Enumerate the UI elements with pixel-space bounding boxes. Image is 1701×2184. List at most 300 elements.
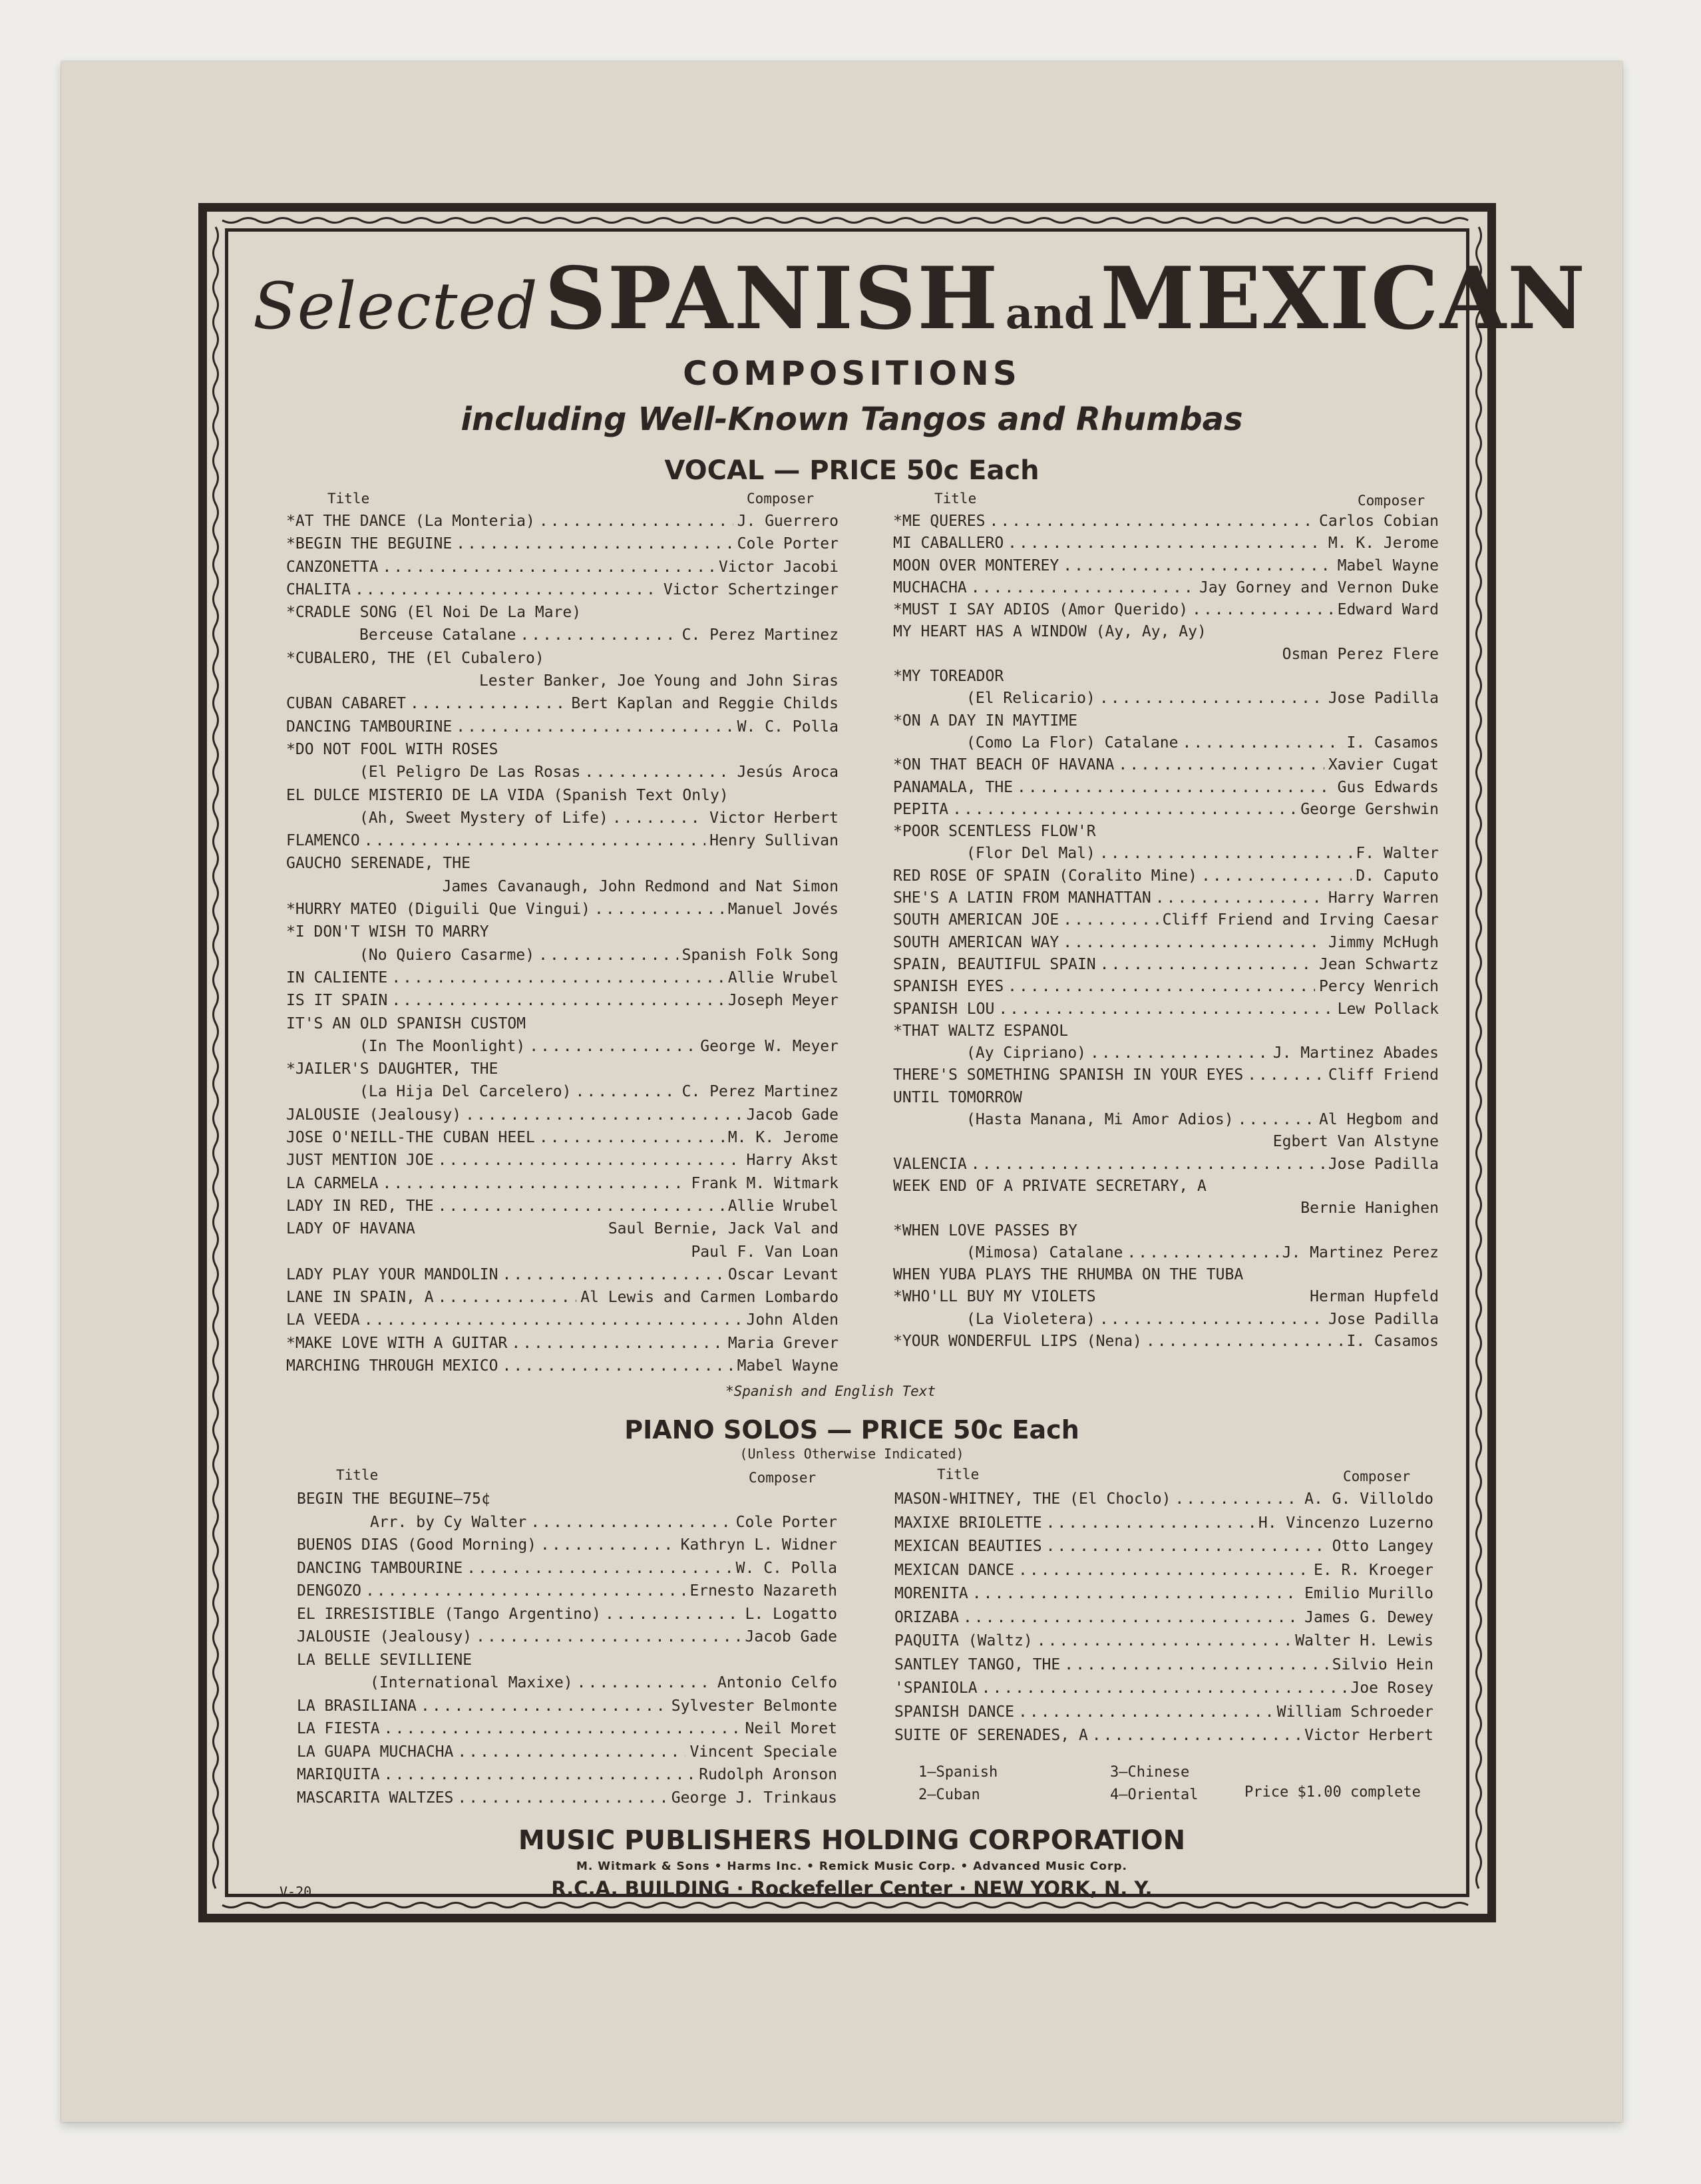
listing-row: [286, 742, 839, 765]
leader-dots: [1064, 1657, 1328, 1673]
listing-row: [297, 1745, 837, 1768]
listing-composer: Jean Schwartz: [1318, 955, 1439, 973]
leader-dots: [1146, 1334, 1343, 1349]
listing-title: *MUST I SAY ADIOS (Amor Querido): [893, 601, 1189, 619]
listing-row: [286, 1108, 839, 1130]
piano-section-subheading: (Unless Otherwise Indicated): [739, 1446, 964, 1462]
listing-title: LA GUAPA MUCHACHA: [297, 1743, 454, 1761]
listing-composer: John Alden: [746, 1311, 839, 1329]
listing-title: *JAILER'S DAUGHTER, THE: [286, 1060, 498, 1078]
listing-row: [286, 948, 839, 971]
leader-dots: [410, 696, 567, 712]
leader-dots: [1037, 1634, 1292, 1649]
listing-row: [894, 1516, 1433, 1540]
listing-title: *DO NOT FOOL WITH ROSES: [286, 740, 498, 758]
listing-title: (International Maxixe): [370, 1674, 573, 1691]
listing-composer: Emilio Murillo: [1304, 1585, 1433, 1602]
listing-composer: W. C. Polla: [735, 1559, 837, 1577]
leader-dots: [1155, 891, 1324, 906]
leader-dots: [971, 1157, 1324, 1172]
listing-row: [894, 1728, 1433, 1752]
title-mexican: MEXICAN: [1100, 249, 1587, 349]
listing-title: (In The Moonlight): [359, 1037, 526, 1055]
listing-composer: Antonio Celfo: [717, 1674, 837, 1691]
leader-dots: [538, 948, 677, 963]
listing-title: CUBAN CABARET: [286, 695, 407, 713]
listing-row: [893, 935, 1439, 957]
leader-dots: [364, 833, 705, 849]
listing-row: [894, 1634, 1433, 1657]
listing-row: [893, 913, 1439, 935]
listing-row: [297, 1561, 837, 1584]
listing-title: *ON A DAY IN MAYTIME: [893, 712, 1077, 730]
listing-title: (No Quiero Casarme): [359, 946, 535, 964]
listing-composer: Al Hegbom and: [1318, 1111, 1439, 1129]
listing-title: *YOUR WONDERFUL LIPS (Nena): [893, 1332, 1142, 1350]
listing-composer: Cliff Friend: [1328, 1066, 1439, 1084]
listing-title: LA BELLE SEVILLIENE: [297, 1651, 472, 1669]
listing-title: THERE'S SOMETHING SPANISH IN YOUR EYES: [893, 1066, 1244, 1084]
listing-title: *MAKE LOVE WITH A GUITAR: [286, 1334, 508, 1352]
leader-dots: [382, 560, 715, 575]
leader-dots: [989, 514, 1315, 529]
listing-composer: J. Martinez Perez: [1282, 1243, 1439, 1261]
listing-composer: M. K. Jerome: [1328, 535, 1439, 552]
listing-composer: Mabel Wayne: [1337, 556, 1439, 574]
title-script-word: Selected: [253, 269, 538, 343]
leader-dots: [584, 765, 733, 780]
listing-composer: George Gershwin: [1300, 800, 1439, 818]
listing-title: JALOUSIE (Jealousy): [297, 1628, 472, 1645]
listing-title: VALENCIA: [893, 1155, 967, 1173]
listing-row: [893, 602, 1439, 624]
listing-row: [893, 1157, 1439, 1179]
listing-title: EL DULCE MISTERIO DE LA VIDA (Spanish Text Only): [286, 786, 729, 804]
leader-dots: [1008, 536, 1324, 551]
listing-row: [893, 824, 1439, 846]
listing-composer: Maria Grever: [727, 1334, 839, 1352]
leader-dots: [476, 1630, 741, 1645]
listing-title: LADY OF HAVANA: [286, 1220, 415, 1238]
listing-composer: William Schroeder: [1276, 1703, 1433, 1721]
leader-dots: [364, 1313, 743, 1328]
listing-row: [894, 1539, 1433, 1563]
listing-row: [893, 691, 1439, 713]
listing-row: [286, 1016, 839, 1039]
listing-title: SANTLEY TANGO, THE: [894, 1655, 1061, 1673]
listing-row: [893, 979, 1439, 1001]
listing-composer: Neil Moret: [745, 1720, 837, 1737]
listing-composer: Harry Warren: [1328, 889, 1439, 907]
listing-composer: Bert Kaplan and Reggie Childs: [571, 695, 839, 713]
listing-row: [893, 1223, 1439, 1245]
listing-row: [893, 758, 1439, 779]
listing-composer: Jimmy McHugh: [1328, 933, 1439, 951]
listing-composer: Cole Porter: [737, 535, 839, 553]
listing-title: MEXICAN BEAUTIES: [894, 1538, 1042, 1555]
listing-title: (El Relicario): [966, 690, 1095, 708]
leader-dots: [605, 1607, 741, 1622]
listing-row: [893, 780, 1439, 802]
vocal-left-composer-head: Composer: [747, 491, 815, 507]
listing-row: [286, 1176, 839, 1199]
listing-title: ORIZABA: [894, 1608, 959, 1626]
listing-row: [893, 1267, 1439, 1289]
listing-title: SOUTH AMERICAN WAY: [893, 933, 1059, 951]
listing-row: [286, 674, 839, 696]
listing-composer: Spanish Folk Song: [681, 946, 839, 964]
listing-row: [286, 514, 839, 537]
piano-section-heading: PIANO SOLOS — PRICE 50c Each: [624, 1415, 1079, 1444]
listing-title: (Mimosa) Catalane: [966, 1243, 1123, 1261]
listing-title: *HURRY MATEO (Diguili Que Vingui): [286, 901, 590, 919]
listing-title: SPANISH DANCE: [894, 1703, 1015, 1721]
leader-dots: [438, 1290, 577, 1305]
leader-dots: [1127, 1245, 1278, 1261]
listing-title: Arr. by Cy Walter: [370, 1513, 527, 1531]
listing-row: [286, 1199, 839, 1221]
leader-dots: [1046, 1539, 1328, 1554]
leader-dots: [1099, 691, 1324, 706]
leader-dots: [971, 580, 1195, 596]
listing-title: MAXIXE BRIOLETTE: [894, 1514, 1042, 1532]
listing-composer: Jose Padilla: [1328, 690, 1439, 708]
leader-dots: [1100, 957, 1315, 973]
listing-row: [297, 1515, 837, 1538]
listing-row: [893, 891, 1439, 913]
leader-dots: [1238, 1112, 1315, 1128]
listing-composer: H. Vincenzo Luzerno: [1258, 1514, 1433, 1532]
leader-dots: [1090, 1046, 1269, 1061]
listing-title: IT'S AN OLD SPANISH CUSTOM: [286, 1014, 526, 1032]
leader-dots: [1192, 602, 1334, 618]
listing-title: BUENOS DIAS (Good Morning): [297, 1536, 537, 1554]
listing-row: [893, 1046, 1439, 1068]
leader-dots: [1183, 736, 1343, 751]
listing-composer: M. K. Jerome: [727, 1129, 839, 1147]
listing-title: IS IT SPAIN: [286, 992, 388, 1010]
listing-row: [297, 1699, 837, 1722]
listing-composer: Jose Padilla: [1328, 1155, 1439, 1173]
vocal-right-title-head: Title: [934, 491, 977, 507]
listing-row: [297, 1653, 837, 1676]
leader-dots: [467, 1561, 731, 1576]
listing-row: [286, 902, 839, 925]
category-item: 1—Spanish: [918, 1764, 998, 1781]
listing-title: PEPITA: [893, 800, 949, 818]
listing-title: *ME QUERES: [893, 513, 986, 530]
listing-row: [286, 582, 839, 605]
listing-row: [286, 1039, 839, 1062]
listing-title: (La Violetera): [966, 1310, 1095, 1328]
listing-row: [893, 869, 1439, 891]
leader-dots: [384, 1767, 695, 1783]
listing-composer: Xavier Cugat: [1328, 756, 1439, 774]
listing-title: PAQUITA (Waltz): [894, 1632, 1033, 1649]
listing-composer: Jose Padilla: [1328, 1310, 1439, 1328]
leader-dots: [502, 1359, 733, 1374]
listing-row: [286, 1336, 839, 1359]
listing-title: DANCING TAMBOURINE: [297, 1559, 463, 1577]
listing-row: [893, 580, 1439, 602]
listing-title: LA VEEDA: [286, 1311, 360, 1329]
listing-row: [893, 846, 1439, 868]
listing-title: SUITE OF SERENADES, A: [894, 1727, 1088, 1744]
listing-row: [297, 1607, 837, 1630]
leader-dots: [952, 802, 1296, 817]
listing-title: (Como La Flor) Catalane: [966, 734, 1179, 752]
listing-row: [286, 1221, 839, 1244]
category-item: 3—Chinese: [1110, 1764, 1190, 1781]
listing-composer: Herman Hupfeld: [1310, 1288, 1439, 1306]
listing-composer: Vincent Speciale: [689, 1743, 837, 1761]
leader-dots: [1063, 935, 1324, 951]
listing-composer: Carlos Cobian: [1318, 513, 1439, 530]
category-item: 2—Cuban: [918, 1787, 980, 1803]
listing-row: [286, 628, 839, 650]
listing-composer: Edward Ward: [1337, 601, 1439, 619]
listing-title: MORENITA: [894, 1585, 968, 1602]
listing-row: [286, 720, 839, 742]
listing-row: [286, 765, 839, 787]
listing-composer: E. R. Kroeger: [1313, 1561, 1433, 1579]
listing-title: *THAT WALTZ ESPANOL: [893, 1022, 1069, 1040]
listing-row: [286, 537, 839, 559]
listing-composer: F. Walter: [1356, 845, 1439, 863]
listing-title: MOON OVER MONTEREY: [893, 556, 1059, 574]
listing-row: [297, 1630, 837, 1653]
leader-dots: [577, 1675, 713, 1691]
listing-title: LA CARMELA: [286, 1174, 379, 1192]
listing-composer: Saul Bernie, Jack Val and: [608, 1220, 839, 1238]
listing-title: *ON THAT BEACH OF HAVANA: [893, 756, 1115, 774]
listing-composer: Joseph Meyer: [727, 992, 839, 1010]
listing-row: [286, 1153, 839, 1176]
listing-title: RED ROSE OF SPAIN (Coralito Mine): [893, 867, 1197, 885]
listing-title: LADY IN RED, THE: [286, 1197, 434, 1215]
listing-title: DANCING TAMBOURINE: [286, 718, 453, 736]
listing-title: MEXICAN DANCE: [894, 1561, 1015, 1579]
vocal-footnote: *Spanish and English Text: [725, 1383, 936, 1399]
listing-composer: Manuel Jovés: [727, 901, 839, 919]
listing-title: JUST MENTION JOE: [286, 1152, 434, 1170]
listing-row: [894, 1586, 1433, 1610]
listing-row: [297, 1791, 837, 1814]
listing-title: JOSE O'NEILL-THE CUBAN HEEL: [286, 1129, 535, 1147]
listing-row: [286, 1245, 839, 1267]
listing-title: *CRADLE SONG (El Noi De La Mare): [286, 604, 582, 622]
leader-dots: [438, 1199, 724, 1214]
listing-title: LA BRASILIANA: [297, 1697, 417, 1715]
leader-dots: [1247, 1068, 1324, 1083]
leader-dots: [421, 1699, 667, 1714]
listing-row: [894, 1610, 1433, 1634]
leader-dots: [1063, 913, 1158, 928]
listing-row: [893, 536, 1439, 558]
listing-row: [893, 1002, 1439, 1024]
listing-row: [893, 957, 1439, 979]
listing-composer: Victor Jacobi: [718, 558, 839, 576]
listing-composer: Allie Wrubel: [727, 969, 839, 986]
listing-composer: Silvio Hein: [1332, 1655, 1433, 1673]
listing-row: [893, 736, 1439, 758]
listing-row: [286, 1084, 839, 1107]
listing-row: [893, 1334, 1439, 1356]
listing-row: [894, 1563, 1433, 1587]
listing-title: (Ah, Sweet Mystery of Life): [359, 809, 608, 827]
listing-row: [286, 925, 839, 947]
listing-title: MI CABALLERO: [893, 535, 1004, 552]
listing-composer: Paul F. Van Loan: [691, 1243, 839, 1261]
leader-dots: [391, 993, 724, 1008]
listing-composer: Al Lewis and Carmen Lombardo: [580, 1289, 839, 1307]
listing-composer: James Cavanaugh, John Redmond and Nat Simon: [442, 877, 839, 895]
listing-row: [286, 1062, 839, 1084]
leader-dots: [391, 971, 724, 986]
listing-composer: Jacob Gade: [745, 1628, 837, 1645]
leader-dots: [502, 1267, 724, 1283]
listing-composer: Bernie Hanighen: [1300, 1200, 1439, 1217]
listing-row: [286, 993, 839, 1016]
listing-composer: Lew Pollack: [1337, 1000, 1439, 1018]
listing-row: [894, 1492, 1433, 1516]
leader-dots: [456, 720, 733, 735]
listing-composer: Harry Akst: [746, 1152, 839, 1170]
listing-row: [286, 696, 839, 719]
listing-row: [893, 1068, 1439, 1090]
listing-title: IN CALIENTE: [286, 969, 388, 986]
listing-title: *CUBALERO, THE (El Cubalero): [286, 649, 544, 667]
listing-title: JALOUSIE (Jealousy): [286, 1106, 462, 1124]
listing-composer: Osman Perez Flere: [1282, 645, 1439, 663]
listing-row: [893, 669, 1439, 691]
listing-composer: Sylvester Belmonte: [671, 1697, 837, 1715]
listing-composer: George J. Trinkaus: [671, 1789, 837, 1807]
leader-dots: [539, 514, 733, 529]
listing-composer: Gus Edwards: [1337, 778, 1439, 796]
listing-row: [894, 1705, 1433, 1729]
listing-composer: Egbert Van Alstyne: [1272, 1133, 1439, 1151]
leader-dots: [963, 1610, 1300, 1626]
listing-title: BEGIN THE BEGUINE—75¢: [297, 1490, 490, 1508]
listing-title: SPAIN, BEAUTIFUL SPAIN: [893, 955, 1096, 973]
listing-row: [286, 879, 839, 902]
compositions-heading: COMPOSITIONS: [683, 354, 1021, 393]
listing-row: [893, 1312, 1439, 1334]
leader-dots: [456, 537, 733, 552]
vocal-right-composer-head: Composer: [1358, 493, 1425, 509]
listing-row: [286, 971, 839, 993]
publisher-subsidiaries: M. Witmark & Sons • Harms Inc. • Remick Music Corp. • Advanced Music Corp.: [576, 1860, 1127, 1873]
leader-dots: [1063, 558, 1333, 574]
listing-composer: George W. Meyer: [700, 1037, 839, 1055]
listing-row: [893, 558, 1439, 580]
listing-row: [893, 802, 1439, 824]
listing-row: [297, 1721, 837, 1745]
listing-row: [894, 1681, 1433, 1705]
listing-composer: Jesús Aroca: [737, 764, 839, 781]
leader-dots: [1175, 1492, 1300, 1507]
leader-dots: [1017, 780, 1334, 795]
leader-dots: [520, 628, 677, 643]
piano-left-column: [297, 1492, 837, 1813]
listing-composer: Mabel Wayne: [737, 1357, 839, 1375]
catalog-code: V-20: [280, 1884, 312, 1900]
piano-left-composer-head: Composer: [749, 1470, 817, 1486]
listing-row: [286, 788, 839, 811]
listing-title: *WHO'LL BUY MY VIOLETS: [893, 1288, 1096, 1306]
listing-row: [893, 1179, 1439, 1201]
publisher-address: R.C.A. BUILDING · Rockefeller Center · NEW YORK, N. Y.: [551, 1877, 1153, 1900]
listing-composer: Frank M. Witmark: [691, 1174, 839, 1192]
listing-title: *I DON'T WISH TO MARRY: [286, 923, 489, 941]
listing-composer: Kathryn L. Widner: [680, 1536, 837, 1554]
listing-row: [893, 1134, 1439, 1156]
listing-row: [286, 833, 839, 856]
listing-title: FLAMENCO: [286, 832, 360, 850]
leader-dots: [457, 1745, 685, 1760]
listing-title: *WHEN LOVE PASSES BY: [893, 1221, 1077, 1239]
listing-title: CHALITA: [286, 580, 351, 598]
title-spanish: SPANISH: [544, 249, 1000, 349]
listing-composer: Lester Banker, Joe Young and John Siras: [478, 672, 839, 690]
leader-dots: [1046, 1516, 1254, 1531]
listing-row: [893, 624, 1439, 646]
listing-title: MY HEART HAS A WINDOW (Ay, Ay, Ay): [893, 623, 1207, 641]
listing-composer: Victor Herbert: [1304, 1727, 1433, 1744]
listing-title: SOUTH AMERICAN JOE: [893, 911, 1059, 929]
suite-price: Price $1.00 complete: [1244, 1784, 1421, 1801]
leader-dots: [576, 1084, 678, 1100]
listing-row: [286, 1290, 839, 1313]
leader-dots: [540, 1538, 677, 1553]
listing-composer: Victor Schertzinger: [663, 580, 839, 598]
publisher-name: MUSIC PUBLISHERS HOLDING CORPORATION: [518, 1825, 1186, 1856]
listing-title: DENGOZO: [297, 1582, 361, 1600]
leader-dots: [539, 1130, 724, 1146]
listing-composer: Oscar Levant: [727, 1265, 839, 1283]
leader-dots: [998, 1002, 1333, 1017]
listing-title: (El Peligro De Las Rosas: [359, 764, 581, 781]
listing-title: MARIQUITA: [297, 1766, 380, 1783]
listing-composer: J. Martinez Abades: [1272, 1044, 1439, 1062]
listing-composer: Otto Langey: [1332, 1538, 1433, 1555]
vocal-left-title-head: Title: [327, 491, 370, 507]
piano-right-title-head: Title: [937, 1466, 980, 1482]
listing-composer: Percy Wenrich: [1318, 978, 1439, 996]
listing-title: PANAMALA, THE: [893, 778, 1014, 796]
listing-row: [297, 1584, 837, 1607]
listing-title: MASON-WHITNEY, THE (El Choclo): [894, 1490, 1171, 1508]
listing-title: 'SPANIOLA: [894, 1679, 978, 1697]
listing-composer: Allie Wrubel: [727, 1197, 839, 1215]
listing-composer: Rudolph Aronson: [699, 1766, 837, 1783]
leader-dots: [465, 1108, 742, 1123]
listing-title: Berceuse Catalane: [359, 626, 516, 644]
listing-composer: J. Guerrero: [737, 513, 839, 530]
listing-title: SHE'S A LATIN FROM MANHATTAN: [893, 889, 1151, 907]
listing-composer: Victor Herbert: [709, 809, 839, 827]
listing-composer: I. Casamos: [1346, 1332, 1439, 1350]
leader-dots: [1008, 979, 1315, 994]
leader-dots: [1018, 1563, 1310, 1578]
listing-title: WHEN YUBA PLAYS THE RHUMBA ON THE TUBA: [893, 1266, 1244, 1284]
listing-row: [893, 1289, 1439, 1311]
listing-composer: I. Casamos: [1346, 734, 1439, 752]
listing-row: [894, 1657, 1433, 1681]
leader-dots: [1099, 846, 1352, 861]
listing-composer: Henry Sullivan: [709, 832, 839, 850]
